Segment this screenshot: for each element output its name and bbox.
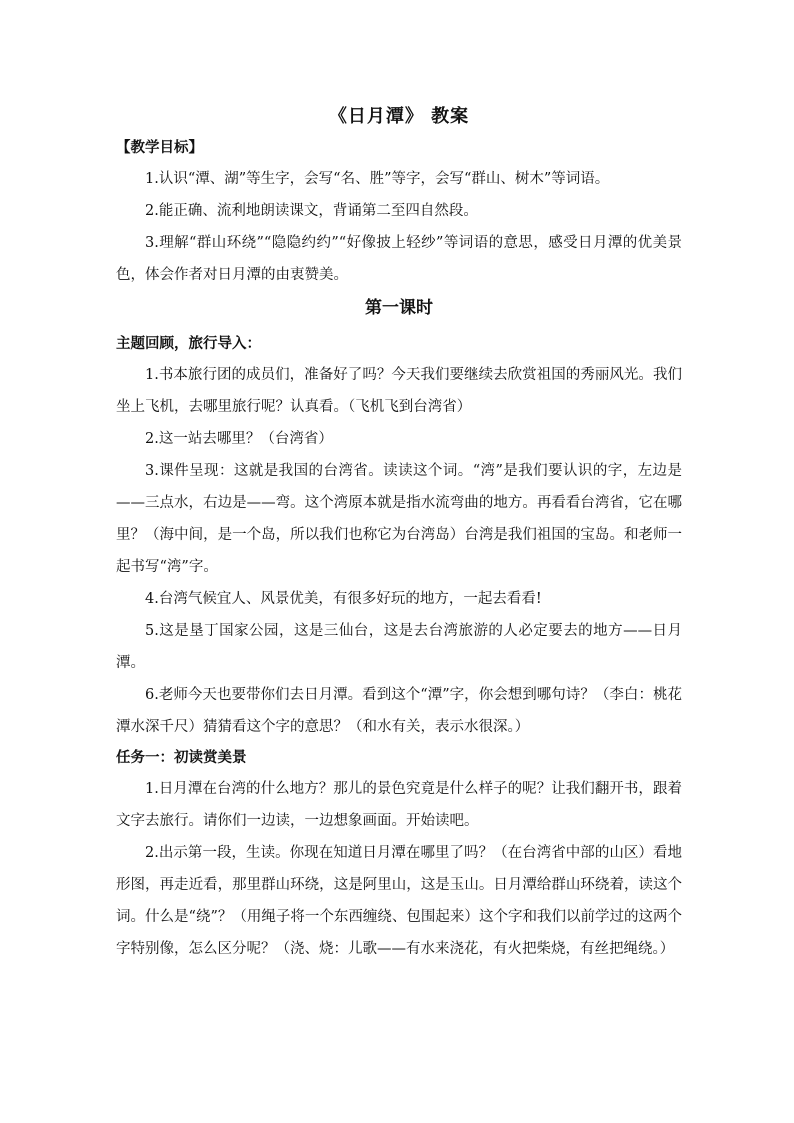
document-title: 《日月潭》 教案 <box>328 106 470 127</box>
task1-heading: 任务一：初读赏美景 <box>116 750 247 766</box>
intro-item: 3.课件呈现：这就是我国的台湾省。读读这个词。“湾”是我们要认识的字，左边是——三点水，右边是——弯。这个湾原本就是指水流弯曲的地方。再看看台湾省，它在哪里？（海中间，是一个岛，所以我们也称它为台湾岛）台湾是我们祖国的宝岛。和老师一起书写“湾”字。 <box>116 463 682 575</box>
intro-heading: 主题回顾，旅行导入： <box>116 336 261 352</box>
lesson-heading: 第一课时 <box>365 298 433 318</box>
task1-item: 2.出示第一段，生读。你现在知道日月潭在哪里了吗？（在台湾省中部的山区）看地形图，再走近看，那里群山环绕，这是阿里山，这是玉山。日月潭给群山环绕着，读这个词。什么是“绕”？（用绳子将一个东西缠绕、包围起来）这个字和我们以前学过的这两个字特别像，怎么区分呢？（浇、烧：儿歌——有水来浇花，有火把柴烧，有丝把绳绕。） <box>116 845 682 957</box>
intro-item: 4.台湾气候宜人、风景优美，有很多好玩的地方，一起去看看! <box>145 591 542 607</box>
objective-item: 2.能正确、流利地朗读课文，背诵第二至四自然段。 <box>145 203 478 219</box>
intro-item: 2.这一站去哪里？（台湾省） <box>145 431 333 447</box>
objective-item: 1.认识“潭、湖”等生字，会写“名、胜”等字，会写“群山、树木”等词语。 <box>145 171 610 187</box>
task1-item: 1.日月潭在台湾的什么地方？那儿的景色究竟是什么样子的呢？让我们翻开书，跟着文字去旅行。请你们一边读，一边想象画面。开始读吧。 <box>116 781 682 829</box>
intro-item: 5.这是垦丁国家公园，这是三仙台，这是去台湾旅游的人必定要去的地方——日月潭。 <box>116 623 682 671</box>
intro-item: 1.书本旅行团的成员们，准备好了吗？今天我们要继续去欣赏祖国的秀丽风光。我们坐上飞机，去哪里旅行呢？认真看。（飞机飞到台湾省） <box>116 367 682 415</box>
objective-item: 3.理解“群山环绕”“隐隐约约”“好像披上轻纱”等词语的意思，感受日月潭的优美景色，体会作者对日月潭的由衷赞美。 <box>116 235 682 283</box>
objectives-heading: 【教学目标】 <box>116 140 203 156</box>
intro-item: 6.老师今天也要带你们去日月潭。看到这个“潭”字，你会想到哪句诗？（李白：桃花潭水深千尺）猜猜看这个字的意思？（和水有关，表示水很深。） <box>116 687 682 735</box>
